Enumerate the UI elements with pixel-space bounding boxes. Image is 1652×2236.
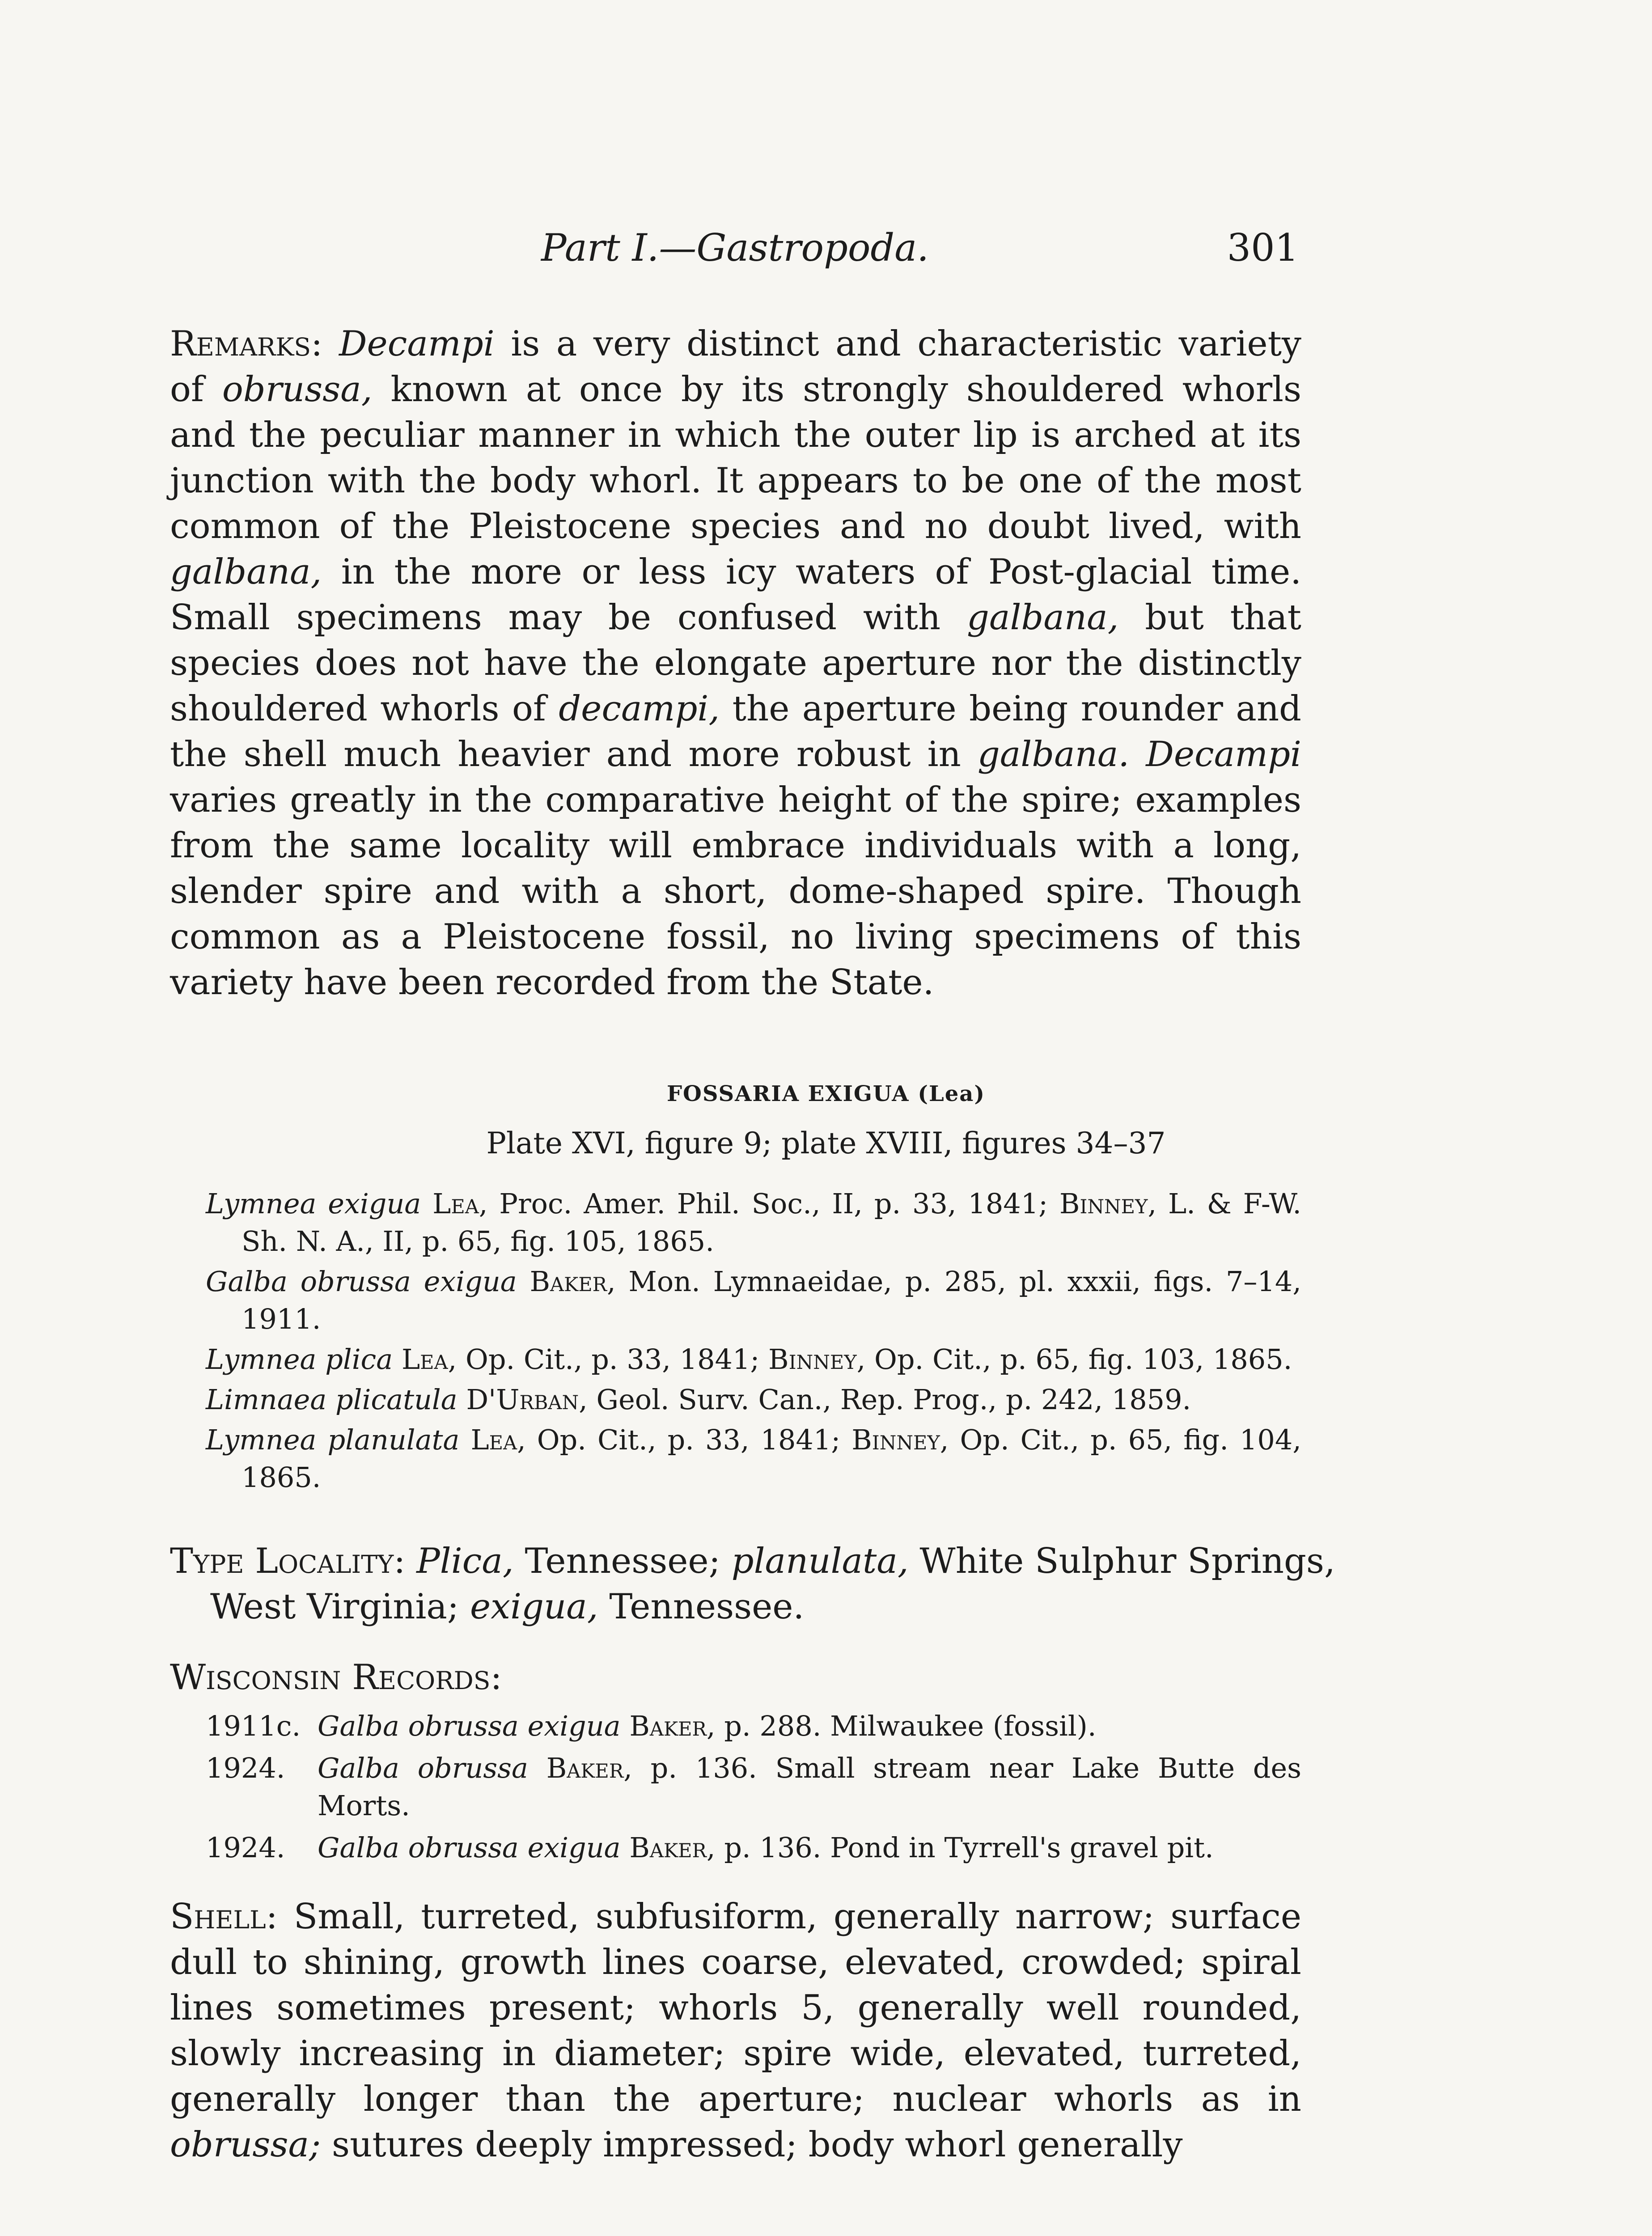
taxon-name: Galba obrussa exigua [318,1710,621,1742]
author: Baker, [629,1710,716,1742]
taxon-name: Galba obrussa exigua [318,1831,621,1864]
record-year: 1924. [206,1752,285,1784]
remarks-text: Decampi [339,324,495,364]
author: Lea, [432,1187,488,1220]
type-locality-label: Type Locality: [170,1541,406,1581]
remarks-text: galbana, [967,597,1119,638]
locality-text: Tennessee; [513,1541,732,1581]
taxon-name: Limnaea plicatula [206,1383,457,1416]
taxon-name: Plica, [416,1541,514,1581]
shell-text: Small, turreted, subfusiform, generally narrow; surface dull to shining, growth lines coarse, elevated, crowded; spiral lines sometimes present; whorls 5, generally well rounded, slowly increasing in diameter; spire wide, elevated, turreted, generally longer than the aperture; nuclear whorls as in [170,1897,1301,2119]
citation: Op. Cit., p. 33, 1841; [525,1423,852,1456]
author: D'Urban, [466,1383,588,1416]
author: Baker, [629,1831,716,1864]
remarks-text: known at once by its strongly shouldered whorls and the peculiar manner in which the outer lip is arched at its junction with the body whorl. It appears to be one of the most common of the Pleistocene species and no doubt lived, with [170,369,1301,546]
author: Lea, [470,1423,526,1456]
synonymy-entry [206,1381,1301,1419]
page-number: 301 [1227,226,1299,270]
remarks-text: decampi, [559,689,720,729]
synonymy-entry [206,1263,1301,1338]
locality-text: Tennessee. [598,1587,805,1627]
remarks-text: but that species does not have the elongate aperture nor the distinctly shouldered whorls of [170,597,1301,729]
remarks-text: galbana. [977,734,1130,775]
taxon-name: Galba obrussa exigua [206,1265,517,1298]
remarks-text: is a very distinct and characteristic variety of [170,324,1301,410]
remarks-text: varies greatly in the comparative height of the spire; examples from the same locality will embrace individuals with a long, slender spire and with a short, dome-shaped spire. Though common as a Pleistocene fossil, no living specimens of this variety have been recorded from the State. [170,780,1301,1003]
record-entry [206,1707,1301,1745]
citation: Op. Cit., p. 65, fig. 103, 1865. [865,1343,1292,1376]
record-text: p. 288. Milwaukee (fossil). [715,1710,1097,1742]
wisconsin-records-label: Wisconsin Records: [170,1657,502,1698]
record-text: p. 136. Pond in Tyrrell's gravel pit. [715,1831,1214,1864]
locality-text: White Sulphur Springs, West Virginia; [210,1541,1335,1627]
synonymy-entry [206,1421,1301,1496]
wisconsin-records-list [206,1707,1301,1871]
plate-reference: Plate XVI, figure 9; plate XVIII, figures 34–37 [486,1126,1166,1160]
remarks-label: Remarks: [170,324,323,364]
author: Binney, [1059,1187,1157,1220]
citation: Geol. Surv. Can., Rep. Prog., p. 242, 1859. [587,1383,1191,1416]
record-year: 1911c. [206,1710,301,1742]
remarks-text: galbana, [170,552,322,592]
shell-text: sutures deeply impressed; body whorl generally [321,2125,1183,2165]
record-text: p. 136. Small stream near Lake Butte des Morts. [318,1752,1301,1822]
running-title: Part I.—Gastropoda. [541,226,929,270]
type-locality [170,1538,1342,1630]
record-entry [206,1749,1301,1825]
author: Lea, [401,1343,457,1376]
author: Baker, [529,1265,616,1298]
remarks-text: Decampi [1146,734,1302,775]
citation: Op. Cit., p. 65, fig. 104, 1865. [241,1423,1301,1494]
synonymy-entry [206,1185,1301,1260]
remarks-text: the aperture being rounder and the shell much heavier and more robust in [170,689,1301,775]
taxon-name: Lymnea plica [206,1343,393,1376]
taxon-name: planulata, [731,1541,909,1581]
citation: L. & F-W. Sh. N. A., II, p. 65, fig. 105, 1865. [241,1187,1301,1258]
record-entry [206,1829,1301,1867]
remarks-paragraph [170,321,1301,1005]
author: Binney, [768,1343,866,1376]
shell-label: Shell: [170,1897,278,1937]
remarks-text [1129,734,1146,775]
citation: Op. Cit., p. 33, 1841; [457,1343,769,1376]
citation: Proc. Amer. Phil. Soc., II, p. 33, 1841; [487,1187,1059,1220]
species-heading: FOSSARIA EXIGUA (Lea) [666,1081,986,1106]
taxon-name: exigua, [470,1587,598,1627]
citation: Mon. Lymnaeidae, p. 285, pl. xxxii, figs. 7–14, 1911. [241,1265,1301,1335]
record-year: 1924. [206,1831,285,1864]
taxon-name: Lymnea exigua [206,1187,421,1220]
taxon-name: Lymnea planulata [206,1423,460,1456]
remarks-text: obrussa, [222,369,373,410]
author: Baker, [546,1752,632,1784]
remarks-text: in the more or less icy waters of Post-glacial time. Small specimens may be confused with [170,552,1301,638]
taxon-name: obrussa; [170,2125,321,2165]
taxon-name: Galba obrussa [318,1752,528,1784]
page-header [0,226,1652,288]
shell-paragraph [170,1894,1301,2168]
synonymy-list [206,1185,1301,1499]
synonymy-entry [206,1341,1301,1378]
author: Binney, [851,1423,949,1456]
